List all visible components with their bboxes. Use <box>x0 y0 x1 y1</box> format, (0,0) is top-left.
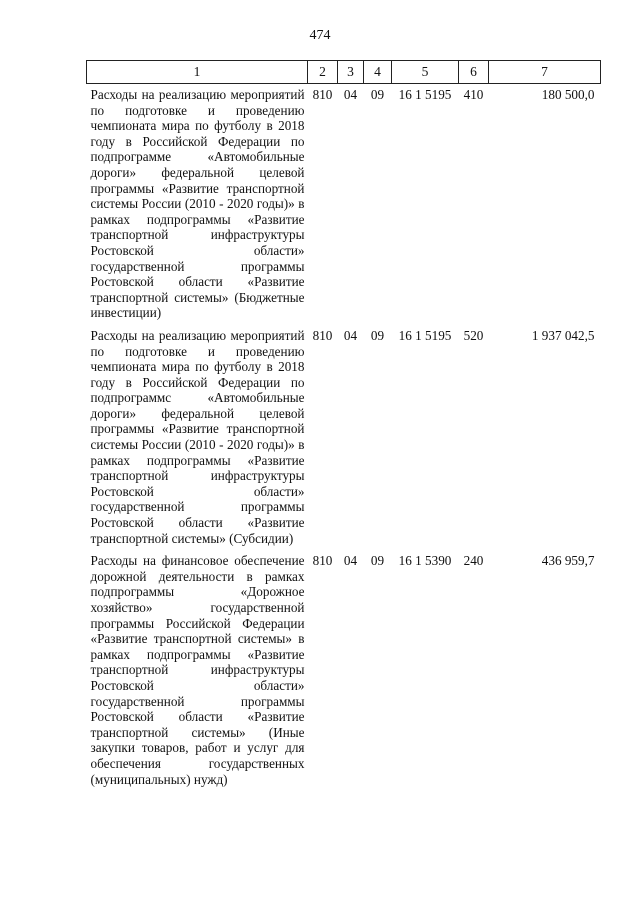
expense-description: Расходы на реализацию мероприятий по подготовке и проведению чемпионата мира по футболу в 2018 году в Российской Федерации по подпрограмме «Автомобильные дороги» федеральной целевой программы «Развитие транспортной системы России (2010 - 2020 годы)» в рамках подпрограммы «Развитие транспортной инфраструктуры Ростовской области» государственной программы Ростовской области «Развитие транспортной системы» (Бюджетные инвестиции) <box>90 87 305 321</box>
table-row <box>87 325 601 550</box>
header-cell-4: 4 <box>364 61 392 84</box>
target-article-code: 16 1 5195 <box>398 87 452 102</box>
header-cell-2: 2 <box>308 61 338 84</box>
ministry-code: 810 <box>312 327 333 343</box>
expense-description: Расходы на финансовое обеспечение дорожной деятельности в рамках подпрограммы «Дорожное хозяйство» государственной программы Российской Федерации «Развитие транспортной системы» в рамках подпрограммы «Развитие транспортной инфраструктуры Ростовской области» государственной программы Ростовской области «Развитие транспортной системы» (Иные закупки товаров, работ и услуг для обеспечения государственных (муниципальных) нужд) <box>90 553 305 787</box>
ministry-code: 810 <box>312 553 333 569</box>
table-row <box>87 84 601 325</box>
ministry-code: 810 <box>312 87 333 102</box>
table-header-row <box>87 61 601 84</box>
subsection-code: 09 <box>370 87 385 102</box>
table-row <box>87 550 601 791</box>
section-code: 04 <box>343 327 358 343</box>
expense-type-code: 240 <box>463 553 484 569</box>
header-cell-7: 7 <box>489 61 601 84</box>
section-code: 04 <box>343 87 358 102</box>
section-code: 04 <box>343 553 358 569</box>
header-cell-5: 5 <box>392 61 459 84</box>
expense-type-code: 520 <box>463 327 484 343</box>
header-cell-3: 3 <box>338 61 364 84</box>
target-article-code: 16 1 5390 <box>398 553 452 569</box>
budget-table <box>86 60 601 791</box>
header-cell-1: 1 <box>87 61 308 84</box>
amount-value: 1 937 042,5 <box>531 327 595 343</box>
amount-value: 180 500,0 <box>541 87 595 102</box>
amount-value: 436 959,7 <box>541 553 595 569</box>
header-cell-6: 6 <box>459 61 489 84</box>
expense-type-code: 410 <box>463 87 484 102</box>
subsection-code: 09 <box>370 327 385 343</box>
subsection-code: 09 <box>370 553 385 569</box>
page-number: 474 <box>309 28 331 43</box>
target-article-code: 16 1 5195 <box>398 327 452 343</box>
expense-description: Расходы на реализацию мероприятий по подготовке и проведению чемпионата мира по футболу в 2018 году в Российской Федерации по подпрограммс «Автомобильные дороги» федеральной целевой программы «Развитие транспортной системы России (2010 - 2020 годы)» в рамках подпрограммы «Развитие транспортной инфраструктуры Ростовской области» государственной программы Ростовской области «Развитие транспортной системы» (Субсидии) <box>90 327 305 546</box>
